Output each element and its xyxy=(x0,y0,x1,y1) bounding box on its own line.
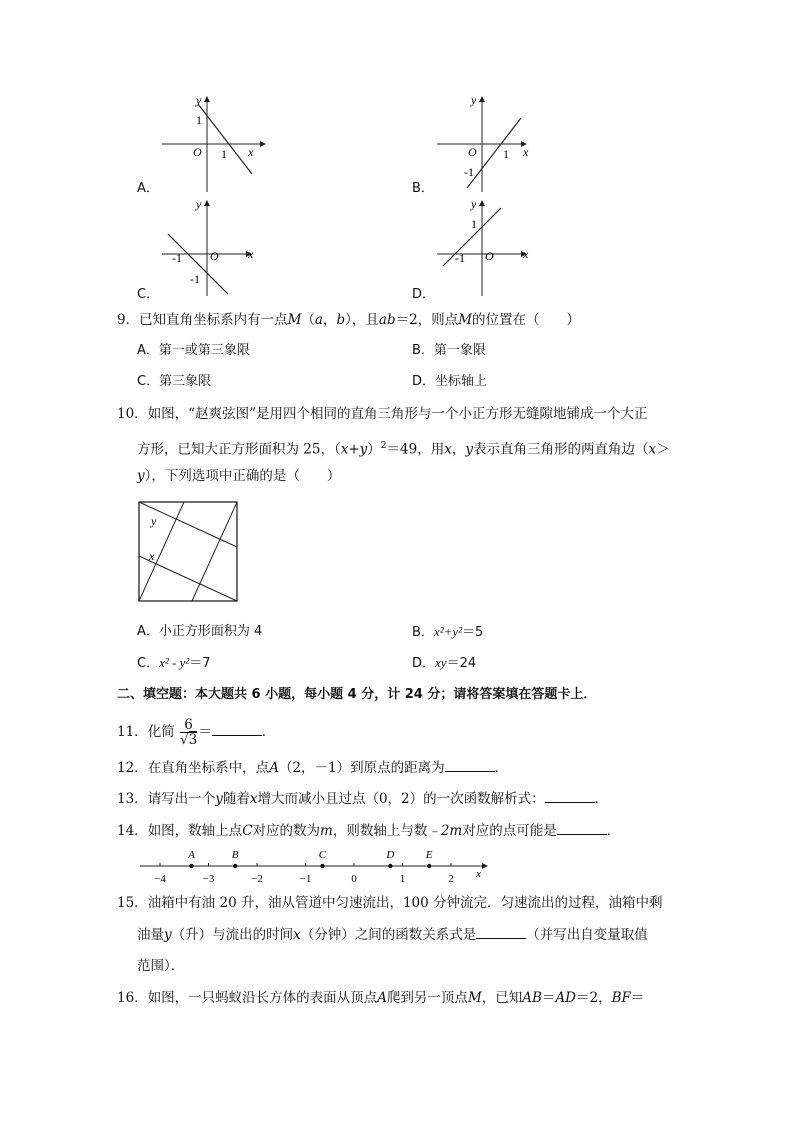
question-10-line3: y），下列选项中正确的是（ ） xyxy=(137,468,341,484)
point-label-b: B xyxy=(231,849,239,861)
question-10-line1: 10．如图，“赵爽弦图”是用四个相同的直角三角形与一个小正方形无缝隙地铺成一个大正 xyxy=(117,406,648,422)
point-label-d: D xyxy=(386,849,395,861)
question-16: 16．如图，一只蚂蚁沿长方体的表面从顶点A爬到另一顶点M，已知AB＝AD＝2，BF＝ xyxy=(117,990,645,1006)
y-intercept-label: 1 xyxy=(196,113,202,127)
question-11: 11．化简 $\frac{6}{√3}$ ＝ ． xyxy=(117,717,276,748)
fraction-6-over-sqrt3: $\frac{6}{√3}$ xyxy=(179,717,198,748)
graph-c-plot xyxy=(130,196,270,304)
x-axis-label: x xyxy=(523,145,529,159)
graph-b-plot xyxy=(405,92,545,200)
y-intercept-label: -1 xyxy=(464,165,474,179)
zhao-shuang-figure xyxy=(138,500,240,604)
number-line xyxy=(138,846,490,886)
answer-blank[interactable] xyxy=(476,926,526,939)
option-letter: C． xyxy=(137,287,160,302)
x-axis-label: x xyxy=(248,247,254,261)
question-12: 12．在直角坐标系中，点A（2，－1）到原点的距离为 ． xyxy=(117,760,509,776)
q10-option-c: C．x² - y²＝7 xyxy=(137,655,211,671)
answer-blank[interactable] xyxy=(545,790,595,803)
x-axis-label: x xyxy=(248,145,254,159)
question-15-line1: 15．油箱中有油 20 升，油从管道中匀速流出，100 分钟流完．匀速流出的过程，油箱中剩 xyxy=(117,895,663,911)
point-d xyxy=(388,864,392,868)
answer-blank[interactable] xyxy=(212,723,262,736)
axis-tick-label: −2 xyxy=(251,873,263,885)
y-intercept-label: 1 xyxy=(471,217,477,231)
origin-label: O xyxy=(193,145,202,159)
question-15-line2: 油量y（升）与流出的时间x（分钟）之间的函数关系式是 （并写出自变量取值 xyxy=(137,927,648,943)
origin-label: O xyxy=(468,145,477,159)
option-letter: A． xyxy=(137,181,159,196)
point-a xyxy=(189,864,193,868)
q9-option-c: C．第三象限 xyxy=(137,374,212,389)
q10-option-d: D．xy＝24 xyxy=(412,655,477,671)
x-intercept-label: -1 xyxy=(172,251,182,265)
graph-option-a xyxy=(130,92,270,200)
graph-a-plot xyxy=(130,92,270,200)
origin-label: O xyxy=(210,249,219,263)
y-axis-label: y xyxy=(196,93,202,107)
q9-option-d: D．坐标轴上 xyxy=(412,374,488,389)
point-b xyxy=(233,864,237,868)
answer-blank[interactable] xyxy=(445,759,495,772)
fig-label-y: y xyxy=(151,514,157,528)
point-e xyxy=(427,864,431,868)
axis-x-label: x xyxy=(476,868,481,880)
y-intercept-label: -1 xyxy=(190,272,200,286)
point-c xyxy=(320,864,324,868)
graph-option-b xyxy=(405,92,545,200)
q10-option-b: B．x²+y²＝5 xyxy=(412,624,484,640)
question-10-line2: 方形，已知大正方形面积为 25，$(x+y)^2=49$，用x，y表示直角三角形的两直角边（x＞ xyxy=(137,441,670,458)
section-2-heading: 二、填空题：本大题共 6 小题，每小题 4 分，计 24 分；请将答案填在答题卡上． xyxy=(117,687,597,702)
y-axis-label: y xyxy=(471,93,477,107)
y-axis-label: y xyxy=(196,197,202,211)
option-letter: B． xyxy=(412,181,434,196)
q9-option-b: B．第一象限 xyxy=(412,343,486,358)
origin-label: O xyxy=(485,249,494,263)
axis-tick-label: 2 xyxy=(448,873,454,885)
x-axis-label: x xyxy=(523,247,529,261)
question-15-line3: 范围）． xyxy=(137,958,185,974)
axis-tick-label: 0 xyxy=(351,873,357,885)
graph-d-plot xyxy=(405,196,545,304)
x-intercept-label: -1 xyxy=(455,251,465,265)
axis-tick-label: −3 xyxy=(202,873,215,885)
point-label-e: E xyxy=(425,849,433,861)
fig-label-x: x xyxy=(149,549,155,563)
graph-option-c xyxy=(130,196,270,304)
y-axis-label: y xyxy=(471,197,477,211)
point-label-a: A xyxy=(188,849,195,861)
question-14: 14．如图，数轴上点C对应的数为m，则数轴上与数﹣2m对应的点可能是 ． xyxy=(117,823,621,839)
q10-option-a: A．小正方形面积为 4 xyxy=(137,624,263,639)
axis-tick-label: 1 xyxy=(399,873,406,885)
question-13: 13．请写出一个y随着x增大而减小且过点（0，2）的一次函数解析式： ． xyxy=(117,791,609,807)
axis-tick-label: −4 xyxy=(154,873,166,885)
axis-tick-label: −1 xyxy=(299,873,312,885)
point-label-c: C xyxy=(318,849,327,861)
answer-blank[interactable] xyxy=(557,822,607,835)
option-letter: D． xyxy=(412,287,436,302)
question-9: 9．已知直角坐标系内有一点M（a，b），且ab＝2，则点M的位置在（ ） xyxy=(117,312,581,328)
x-intercept-label: 1 xyxy=(221,147,227,161)
x-intercept-label: 1 xyxy=(503,147,509,161)
graph-option-d xyxy=(405,196,545,304)
q9-option-a: A．第一或第三象限 xyxy=(137,343,250,358)
